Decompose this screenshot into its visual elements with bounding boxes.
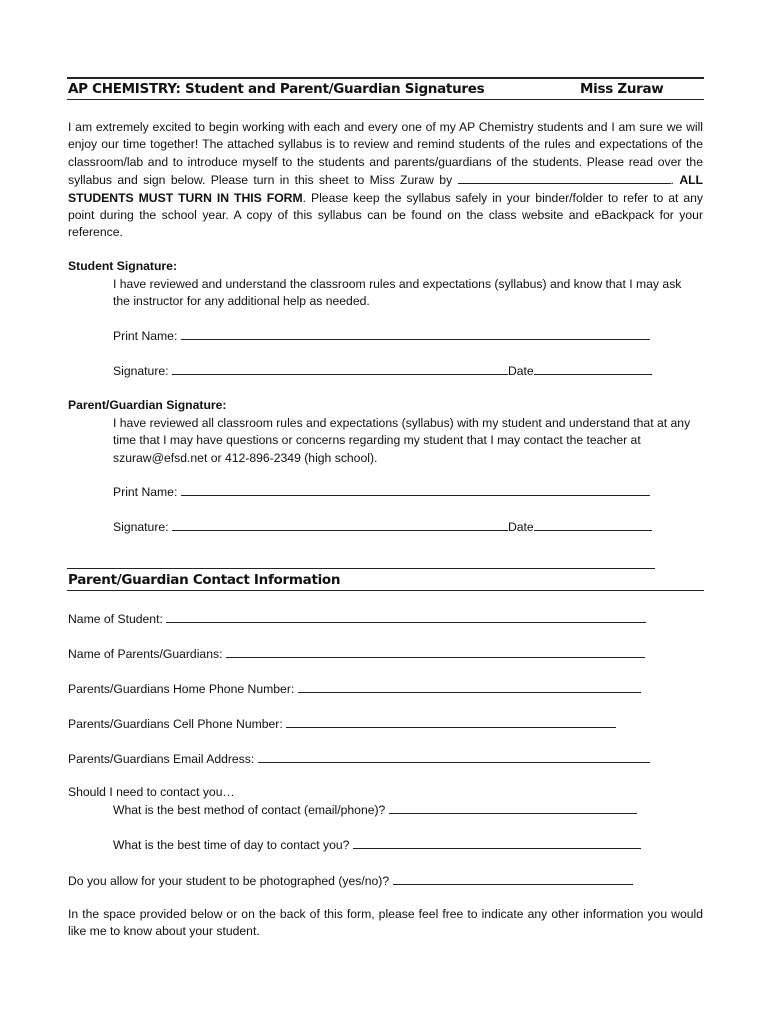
- parent-print-name-label: Print Name:: [113, 485, 178, 499]
- contact-intro: Should I need to contact you…: [68, 785, 235, 799]
- cell-phone-row: [68, 715, 616, 733]
- home-phone-row: [68, 680, 641, 698]
- home-phone-label: Parents/Guardians Home Phone Number:: [68, 682, 295, 696]
- teacher-name: Miss Zuraw: [580, 81, 664, 97]
- contact-time-row: [113, 836, 641, 854]
- contact-section-heading: Parent/Guardian Contact Information: [68, 572, 341, 588]
- email-row: [68, 750, 650, 768]
- student-name-label: Name of Student:: [68, 612, 163, 626]
- student-signature-heading: Student Signature:: [68, 259, 178, 273]
- parent-date-field[interactable]: [534, 518, 652, 531]
- header-top-rule: [67, 77, 704, 79]
- parents-name-row: [68, 645, 645, 663]
- due-date-period: .: [670, 173, 674, 188]
- student-signature-row: [113, 362, 652, 380]
- student-print-name-row: [113, 327, 650, 345]
- parent-date-label: Date: [507, 520, 534, 534]
- student-date-field[interactable]: [534, 362, 652, 375]
- parent-statement: I have reviewed all classroom rules and expectations (syllabus) with my student and understand that at any time that I may have questions or concerns regarding my student that I may contact the teacher at szuraw@efsd.net or 412-896-2349 (high school).: [113, 416, 691, 465]
- intro-paragraph: [68, 119, 703, 242]
- photo-consent-row: [68, 872, 633, 890]
- form-title: AP CHEMISTRY: Student and Parent/Guardian Signatures: [68, 81, 485, 97]
- contact-time-label: What is the best time of day to contact you?: [113, 838, 350, 852]
- contact-time-field[interactable]: [353, 836, 641, 849]
- parent-signature-label: Signature:: [113, 520, 169, 534]
- header-bottom-rule: [67, 99, 704, 100]
- contact-section-top-rule: [67, 568, 655, 569]
- cell-phone-field[interactable]: [286, 715, 616, 728]
- parent-signature-field[interactable]: [172, 518, 508, 531]
- parent-signature-heading: Parent/Guardian Signature:: [68, 398, 227, 412]
- email-label: Parents/Guardians Email Address:: [68, 752, 255, 766]
- parents-name-field[interactable]: [226, 645, 645, 658]
- contact-method-field[interactable]: [389, 801, 637, 814]
- email-field[interactable]: [258, 750, 650, 763]
- student-name-row: [68, 610, 646, 628]
- intro-text-part2: . Please keep the syllabus safely in your binder/folder to refer to at any point during the school year. A copy of this syllabus can be found on the class website and eBackpack for your reference.: [68, 190, 703, 240]
- contact-section-bottom-rule: [67, 590, 704, 591]
- parent-print-name-row: [113, 483, 650, 501]
- photo-consent-field[interactable]: [393, 872, 633, 885]
- intro-text-part1: I am extremely excited to begin working with each and every one of my AP Chemistry students and I am sure we will enjoy our time together! The attached syllabus is to review and remind students of the rules and expectations of the classroom/lab and to introduce myself to the students and parents/guardians of the students. Please read over the syllabus and sign below. Please turn in this sheet to Miss Zuraw by: [68, 120, 703, 188]
- student-date-label: Date: [507, 364, 534, 378]
- student-print-name-label: Print Name:: [113, 329, 178, 343]
- student-signature-field[interactable]: [172, 362, 508, 375]
- student-signature-label: Signature:: [113, 364, 169, 378]
- due-date-blank[interactable]: [458, 171, 671, 184]
- contact-method-label: What is the best method of contact (email/phone)?: [113, 803, 386, 817]
- parents-name-label: Name of Parents/Guardians:: [68, 647, 223, 661]
- contact-method-row: [113, 801, 637, 819]
- student-name-field[interactable]: [166, 610, 646, 623]
- intro-emphasis: ALL STUDENTS MUST TURN IN THIS FORM: [68, 173, 704, 205]
- parent-print-name-field[interactable]: [181, 483, 650, 496]
- student-statement: I have reviewed and understand the classroom rules and expectations (syllabus) and know that I may ask the instructor for any additional help as needed.: [113, 277, 682, 309]
- student-print-name-field[interactable]: [181, 327, 650, 340]
- closing-paragraph: In the space provided below or on the back of this form, please feel free to indicate any other information you would like me to know about your student.: [68, 907, 703, 939]
- home-phone-field[interactable]: [298, 680, 641, 693]
- cell-phone-label: Parents/Guardians Cell Phone Number:: [68, 717, 283, 731]
- photo-consent-label: Do you allow for your student to be photographed (yes/no)?: [68, 874, 390, 888]
- parent-signature-row: [113, 518, 652, 536]
